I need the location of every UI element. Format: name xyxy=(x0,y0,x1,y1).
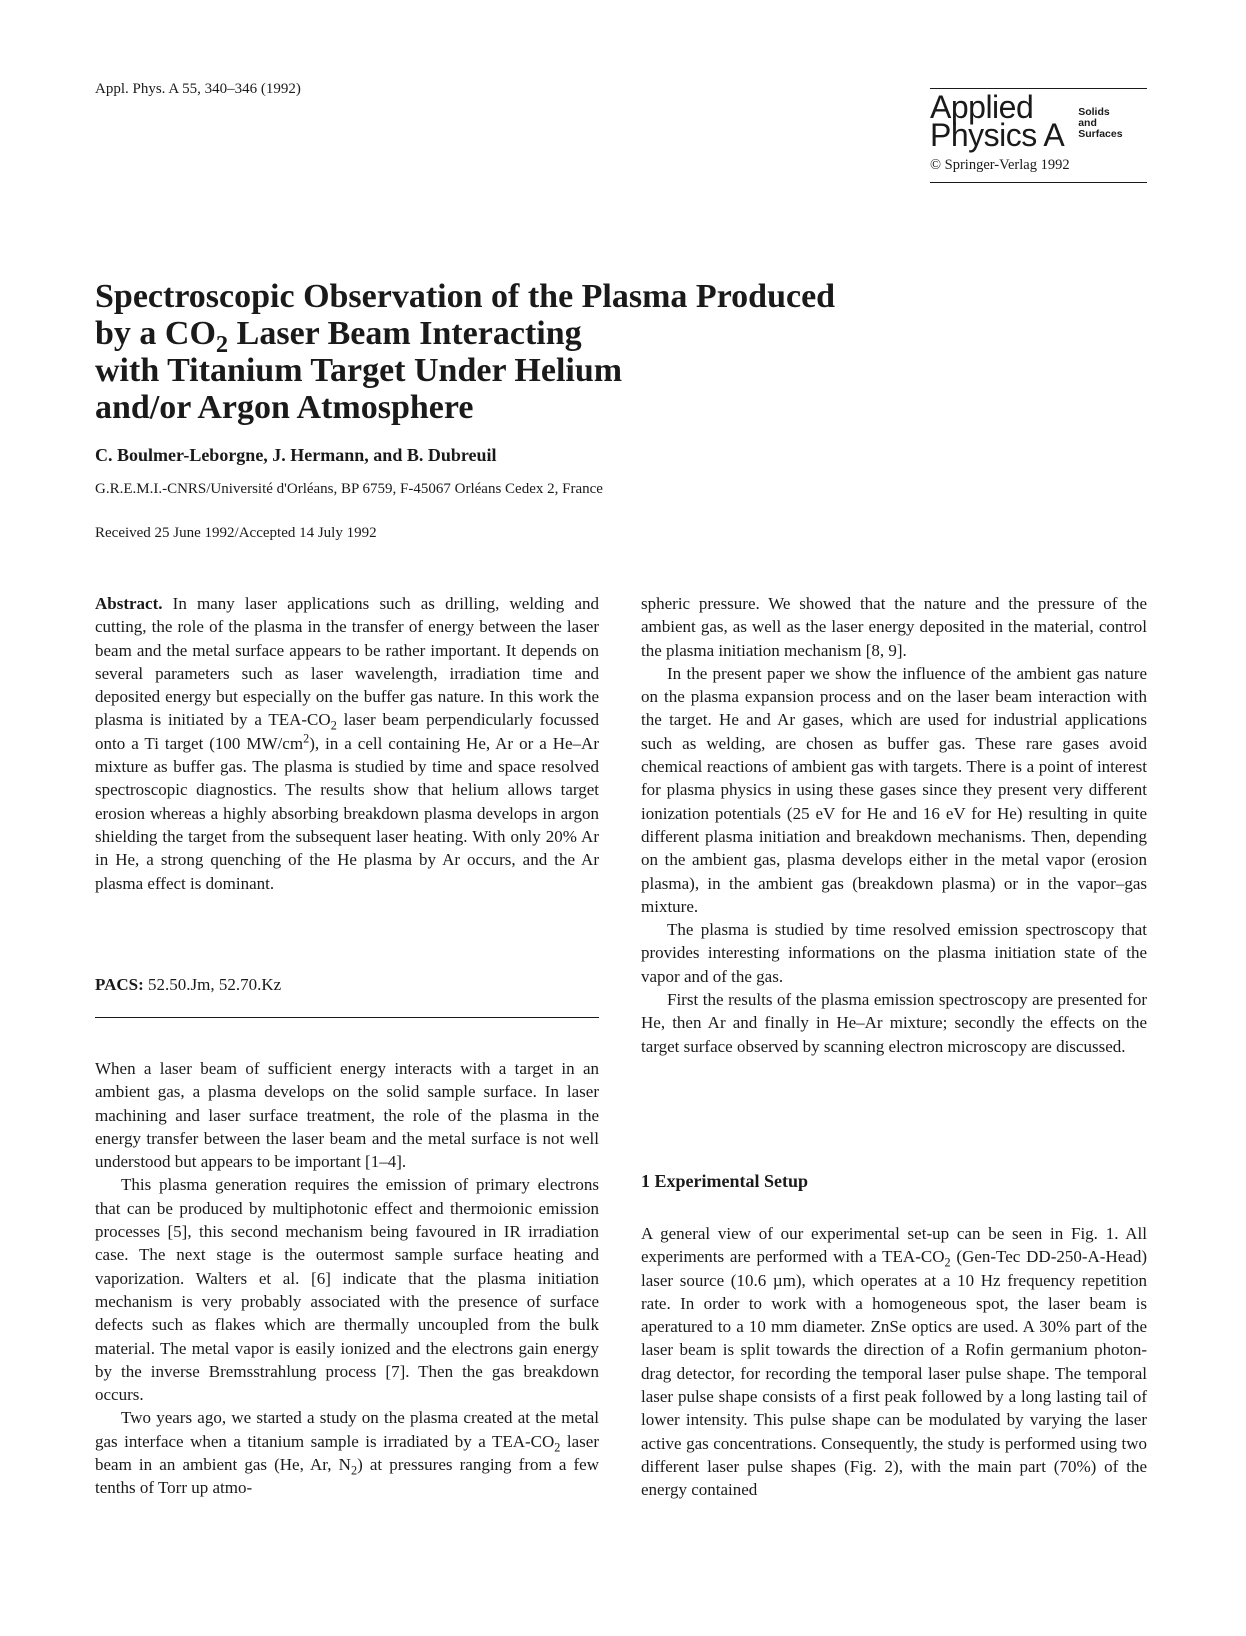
title-line-2: by a $CO_2$ Laser Beam Interacting xyxy=(95,315,582,358)
intro-paragraph-2: This plasma generation requires the emission of primary electrons that can be produced by multiphotonic effect and thermoionic emission processes [5], this second mechanism being favoured in IR irradiation case. The next stage is the outermost sample surface heating and vaporization. Walters et al. [6] indicate that the plasma initiation mechanism is very probably associated with the presence of surface defects such as flakes which are thermally uncoupled from the bulk material. The metal vapor is easily ionized and the electrons gain energy by the inverse Bremsstrahlung process [7]. Then the gas breakdown occurs. xyxy=(95,1175,599,1405)
copyright: © Springer-Verlag 1992 xyxy=(930,157,1070,173)
received-dates: Received 25 June 1992/Accepted 14 July 1992 xyxy=(95,525,377,541)
journal-logo-box xyxy=(930,88,1147,183)
abstract: Abstract. In many laser applications such as drilling, welding and cutting, the role of the plasma in the transfer of energy between the laser beam and the metal surface appears to be rather important. It depends on several parameters such as laser wavelength, irradiation time and deposited energy but especially on the buffer gas nature. In this work the plasma is initiated by a TEA-$CO_2$ laser beam perpendicularly focussed onto a Ti target (100 $MW/cm^2$), in a cell containing He, Ar or a He–Ar mixture as buffer gas. The plasma is studied by time and space resolved spectroscopic diagnostics. The results show that helium allows target erosion whereas a highly absorbing breakdown plasma develops in argon shielding the target from the subsequent laser heating. With only 20% Ar in He, a strong quenching of the He plasma by Ar occurs, and the Ar plasma effect is dominant. xyxy=(95,594,600,893)
logo-side-and: and xyxy=(1078,117,1097,129)
section-1-body xyxy=(641,1222,1147,1502)
title-line-4: and/or Argon Atmosphere xyxy=(95,389,474,426)
journal-logo xyxy=(930,89,1147,153)
pacs-label: PACS: xyxy=(95,975,144,994)
intro-paragraph-4: spheric pressure. We showed that the nature and the pressure of the ambient gas, as well as the laser energy deposited in the material, control the plasma initiation mechanism [8, 9]. xyxy=(641,594,1147,660)
paper-title xyxy=(95,278,895,426)
title-line-3: with Titanium Target Under Helium xyxy=(95,352,623,389)
journal-citation: Appl. Phys. A 55, 340–346 (1992) xyxy=(95,81,301,97)
logo-side-solids: Solids xyxy=(1078,106,1110,118)
pacs-value: 52.50.Jm, 52.70.Kz xyxy=(143,975,282,994)
abstract-divider xyxy=(95,1017,599,1018)
logo-line-applied: Applied xyxy=(930,89,1034,125)
intro-paragraph-7: First the results of the plasma emission spectroscopy are presented for He, then Ar and finally in He–Ar mixture; secondly the effects on the target surface observed by scanning electron microscopy are discussed. xyxy=(641,990,1147,1056)
intro-paragraph-6: The plasma is studied by time resolved emission spectroscopy that provides interesting informations on the plasma initiation state of the vapor and of the gas. xyxy=(641,920,1147,986)
intro-paragraph-3: Two years ago, we started a study on the plasma created at the metal gas interface when a titanium sample is irradiated by a TEA-$CO_2$ laser beam in an ambient gas (He, Ar, $N_2$) at pressures ranging from a few tenths of Torr up atmo- xyxy=(95,1408,599,1498)
intro-paragraph-5: In the present paper we show the influence of the ambient gas nature on the plasma expansion process and on the laser beam interaction with the target. He and Ar gases, which are used for industrial applications such as welding, are chosen as buffer gas. These rare gases avoid chemical reactions of ambient gas with targets. There is a point of interest for plasma physics in using these gases since they present very different ionization potentials (25 eV for He and 16 eV for He) resulting in quite different plasma initiation and breakdown mechanisms. Then, depending on the ambient gas, plasma develops either in the metal vapor (erosion plasma), in the ambient gas (breakdown plasma) or in the vapor–gas mixture. xyxy=(641,663,1147,916)
authors: C. Boulmer-Leborgne, J. Hermann, and B. Dubreuil xyxy=(95,445,497,465)
intro-paragraph-1: When a laser beam of sufficient energy interacts with a target in an ambient gas, a plasma develops on the solid sample surface. In laser machining and laser surface treatment, the role of the plasma in the energy transfer between the laser beam and the metal surface is not well understood but appears to be important [1–4]. xyxy=(95,1059,599,1172)
logo-line-physics-a: Physics A xyxy=(930,117,1065,153)
affiliation: G.R.E.M.I.-CNRS/Université d'Orléans, BP 6759, F-45067 Orléans Cedex 2, France xyxy=(95,481,603,497)
intro-right-column xyxy=(641,592,1147,1058)
pacs-line xyxy=(95,975,281,995)
logo-side-surfaces: Surfaces xyxy=(1078,128,1123,140)
title-line-1: Spectroscopic Observation of the Plasma Produced xyxy=(95,278,836,315)
logo-bottom-rule xyxy=(930,182,1147,183)
section-heading-experimental-setup: 1 Experimental Setup xyxy=(641,1171,809,1191)
intro-left-column xyxy=(95,1057,599,1500)
section-1-paragraph: A general view of our experimental set-up can be seen in Fig. 1. All experiments are performed with a TEA-$CO_2$ (Gen-Tec DD-250-A-Head) laser source (10.6 µm), which operates at a 10 Hz frequency repetition rate. In order to work with a homogeneous spot, the laser beam is aperatured to a 10 mm diameter. ZnSe optics are used. A 30% part of the laser beam is split towards the direction of a Rofin germanium photon-drag detector, for recording the temporal laser pulse shape. The temporal laser pulse shape consists of a first peak followed by a long lasting tail of lower intensity. This pulse shape can be modulated by varying the laser active gas concentrations. Consequently, the study is performed using two different laser pulse shapes (Fig. 2), with the main part (70%) of the energy contained xyxy=(641,1224,1147,1500)
abstract-label: Abstract. xyxy=(95,594,163,613)
